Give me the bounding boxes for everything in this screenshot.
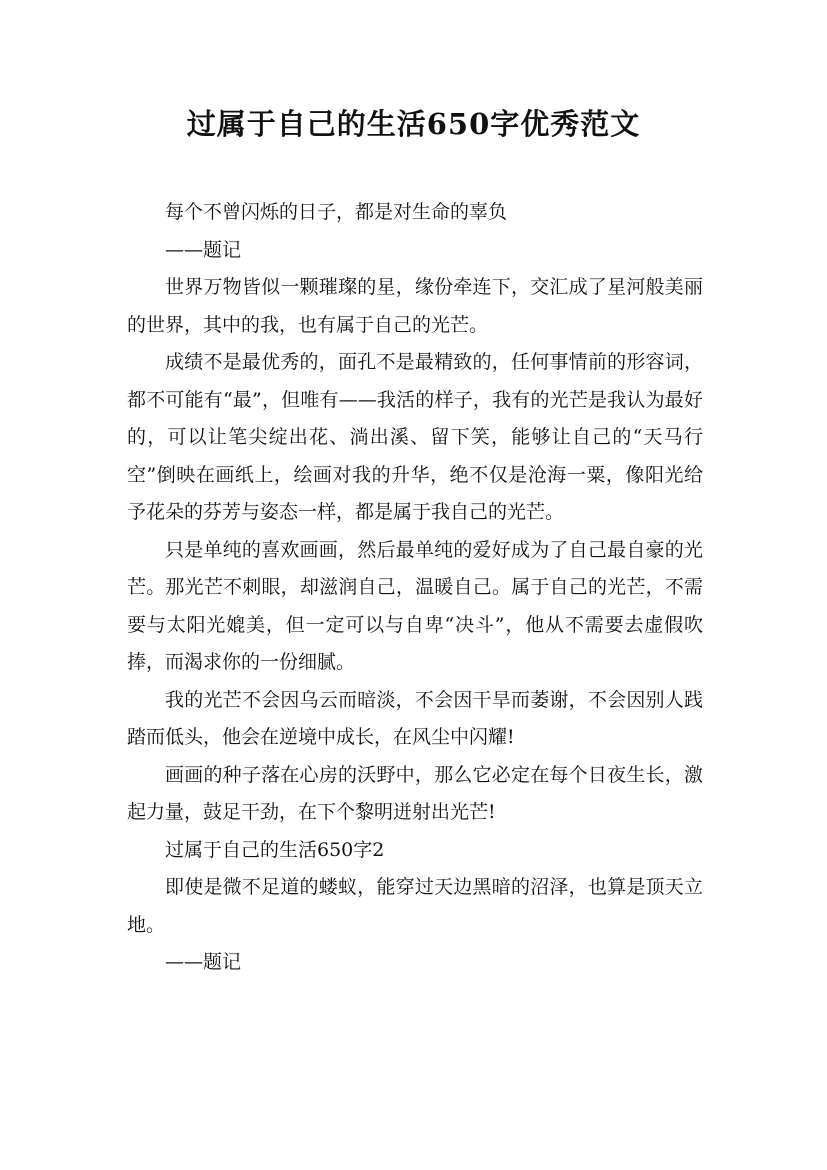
document-body [127, 194, 703, 982]
paragraph-epigraph-attribution: ——题记 [165, 238, 242, 261]
paragraph: 世界万物皆似一颗璀璨的星，缘份牵连下，交汇成了星河般美丽的世界，其中的我，也有属于自己的光芒。 [127, 276, 703, 336]
paragraph-epigraph-attribution: ——题记 [165, 951, 242, 973]
paragraph: 只是单纯的喜欢画画，然后最单纯的爱好成为了自己最自豪的光芒。那光芒不刺眼，却滋润自己，温暖自己。属于自己的光芒，不需要与太阳光媲美，但一定可以与自卑“决斗”，他从不需要去虚假吹捧，而渴求你的一份细腻。 [127, 538, 703, 673]
document-title: 过属于自己的生活650字优秀范文 [186, 107, 641, 141]
paragraph-epigraph: 每个不曾闪烁的日子，都是对生命的辜负 [165, 201, 508, 223]
paragraph: 成绩不是最优秀的，面孔不是最精致的，任何事情前的形容词，都不可能有“最”，但唯有——我活的样子，我有的光芒是我认为最好的，可以让笔尖绽出花、淌出溪、留下笑，能够让自己的“天马行空”倒映在画纸上，绘画对我的升华，绝不仅是沧海一粟，像阳光给予花朵的芬芳与姿态一样，都是属于我自己的光芒。 [127, 351, 703, 523]
paragraph-epigraph: 即使是微不足道的蝼蚁，能穿过天边黑暗的沼泽，也算是顶天立地。 [127, 876, 703, 936]
section-heading: 过属于自己的生活650字2 [165, 838, 385, 861]
paragraph: 我的光芒不会因乌云而暗淡，不会因干旱而萎谢，不会因别人践踏而低头，他会在逆境中成长，在风尘中闪耀! [127, 688, 703, 748]
paragraph: 画画的种子落在心房的沃野中，那么它必定在每个日夜生长，激起力量，鼓足干劲，在下个黎明迸射出光芒! [127, 763, 703, 823]
